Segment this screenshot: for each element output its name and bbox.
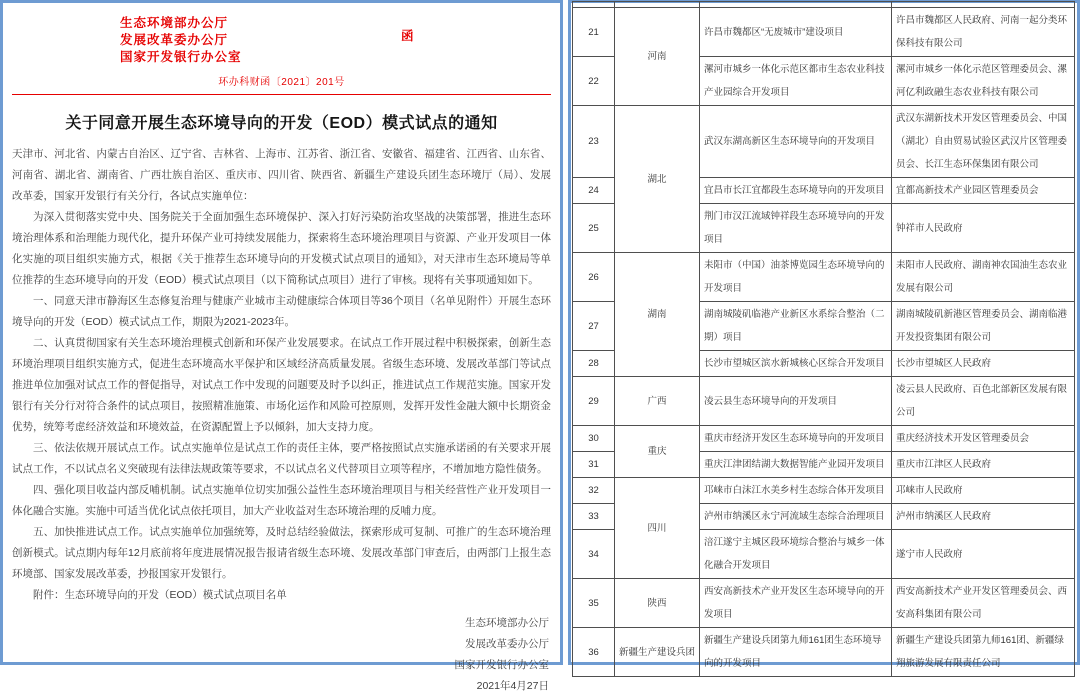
cell-province: 重庆 (615, 426, 700, 478)
cell-province: 四川 (615, 478, 700, 579)
cell-implementing-units: 邛崃市人民政府 (892, 478, 1075, 504)
doc-paragraph: 附件：生态环境导向的开发（EOD）模式试点项目名单 (33, 589, 287, 601)
cell-serial-number: 35 (573, 579, 615, 628)
cell-project-name: 泸州市纳溪区永宁河流域生态综合治理项目 (700, 504, 892, 530)
issuer-block (120, 15, 551, 66)
cell-province: 新疆生产建设兵团 (615, 628, 700, 677)
cell-project-name: 新疆生产建设兵团第九师161团生态环境导向的开发项目 (700, 628, 892, 677)
cell-province: 广西 (615, 377, 700, 426)
cell-implementing-units: 湖南城陵矶新港区管理委员会、湖南临港开发投资集团有限公司 (892, 302, 1075, 351)
cell-implementing-units: 宜都高新技术产业园区管理委员会 (892, 178, 1075, 204)
cell-project-name: 涪江遂宁主城区段环境综合整治与城乡一体化融合开发项目 (700, 530, 892, 579)
cell-serial-number: 32 (573, 478, 615, 504)
signature-block (12, 613, 551, 676)
signature-line: 发展改革委办公厅 (465, 638, 549, 650)
cell-implementing-units: 耒阳市人民政府、湖南神农国油生态农业发展有限公司 (892, 253, 1075, 302)
cell-implementing-units: 长沙市望城区人民政府 (892, 351, 1075, 377)
cell-project-name: 凌云县生态环境导向的开发项目 (700, 377, 892, 426)
issuer-line: 生态环境部办公厅 (120, 16, 229, 30)
cell-project-name: 重庆江津团结湖大数据智能产业园开发项目 (700, 452, 892, 478)
cell-project-name: 邛崃市白沫江水美乡村生态综合体开发项目 (700, 478, 892, 504)
cell-implementing-units: 重庆经济技术开发区管理委员会 (892, 426, 1075, 452)
project-list-panel (568, 0, 1080, 669)
cell-project-name: 长沙市望城区滨水新城核心区综合开发项目 (700, 351, 892, 377)
cell-implementing-units: 新疆生产建设兵团第九师161团、新疆绿翔旅游发展有限责任公司 (892, 628, 1075, 677)
cell-serial-number: 26 (573, 253, 615, 302)
doc-paragraph: 为深入贯彻落实党中央、国务院关于全面加强生态环境保护、深入打好污染防治攻坚战的决策部署，推进生态环境治理体系和治理能力现代化，提升环保产业可持续发展能力，探索将生态环境治理项目与资源、产业开发项目一体化实施的项目组织实施方式，根据《关于推荐生态环境导向的开发模式试点项目的通知》，对天津市生态环境局等单位推荐的生态环境导向的开发（EOD）模式试点项目（以下简称试点项目）进行了审核。现将有关事项通知如下。 (12, 211, 551, 286)
table-row (573, 8, 1075, 57)
cell-project-name: 宜昌市长江宜都段生态环境导向的开发项目 (700, 178, 892, 204)
table-body (573, 2, 1075, 677)
cell-implementing-units: 遂宁市人民政府 (892, 530, 1075, 579)
signature-line: 生态环境部办公厅 (465, 617, 549, 629)
table-row (573, 253, 1075, 302)
doc-paragraph: 三、依法依规开展试点工作。试点实施单位是试点工作的责任主体，要严格按照试点实施承诺函的有关要求开展试点工作，不以试点名义突破现有法律法规政策等要求，不以试点名义代替项目立项等程序，不增加地方隐性债务。 (12, 442, 551, 475)
signature-line: 国家开发银行办公室 (454, 659, 549, 671)
document-date: 2021年4月27日 (476, 680, 549, 692)
cell-project-name: 许昌市魏都区“无废城市”建设项目 (700, 8, 892, 57)
issuer-line: 国家开发银行办公室 (120, 50, 242, 64)
table-row (573, 478, 1075, 504)
cell-serial-number: 36 (573, 628, 615, 677)
table-row (573, 426, 1075, 452)
cell-serial-number: 22 (573, 57, 615, 106)
doc-paragraph: 五、加快推进试点工作。试点实施单位加强统筹，及时总结经验做法，探索形成可复制、可推广的生态环境治理创新模式。试点期内每年12月底前将年度进展情况报告报请省级生态环境、发展改革部门审查后，由两部门上报生态环境部、国家发展改革委，抄报国家开发银行。 (12, 526, 551, 580)
cell-serial-number: 27 (573, 302, 615, 351)
cell-serial-number: 31 (573, 452, 615, 478)
cell-serial-number: 30 (573, 426, 615, 452)
cell-serial-number: 29 (573, 377, 615, 426)
cell-project-name: 西安高新技术产业开发区生态环境导向的开发项目 (700, 579, 892, 628)
doc-paragraph: 天津市、河北省、内蒙古自治区、辽宁省、吉林省、上海市、江苏省、浙江省、安徽省、福建省、江西省、山东省、河南省、湖北省、湖南省、广西壮族自治区、重庆市、四川省、陕西省、新疆生产建设兵团生态环境厅（局）、发展改革委，国家开发银行有关分行，各试点实施单位： (12, 148, 551, 202)
cell-serial-number: 21 (573, 8, 615, 57)
pilot-project-table (572, 1, 1075, 677)
cell-implementing-units: 凌云县人民政府、百色北部新区发展有限公司 (892, 377, 1075, 426)
cell-implementing-units: 武汉东湖新技术开发区管理委员会、中国（湖北）自由贸易试验区武汉片区管理委员会、长江生态环保集团有限公司 (892, 106, 1075, 178)
doc-paragraph: 四、强化项目收益内部反哺机制。试点实施单位切实加强公益性生态环境治理项目与相关经营性产业开发项目一体化融合实施。实施中可适当优化试点依托项目，加大产业收益对生态环境治理的反哺力度。 (12, 484, 551, 517)
cell-implementing-units: 重庆市江津区人民政府 (892, 452, 1075, 478)
table-row (573, 579, 1075, 628)
doc-paragraph: 一、同意天津市静海区生态修复治理与健康产业城市主动健康综合体项目等36个项目（名单见附件）开展生态环境导向的开发（EOD）模式试点工作，期限为2021-2023年。 (12, 295, 551, 328)
cell-serial-number: 34 (573, 530, 615, 579)
cell-implementing-units: 钟祥市人民政府 (892, 204, 1075, 253)
issuer-line: 发展改革委办公厅 (120, 33, 229, 47)
document-number: 环办科财函〔2021〕201号 (218, 77, 345, 88)
table-row (573, 377, 1075, 426)
table-row (573, 628, 1075, 677)
cell-province: 湖北 (615, 106, 700, 253)
cell-serial-number: 24 (573, 178, 615, 204)
cell-province: 湖南 (615, 253, 700, 377)
cell-serial-number: 33 (573, 504, 615, 530)
cell-project-name: 耒阳市（中国）油茶博览园生态环境导向的开发项目 (700, 253, 892, 302)
doc-paragraph: 二、认真贯彻国家有关生态环境治理模式创新和环保产业发展要求。在试点工作开展过程中积极探索，创新生态环境治理项目组织实施方式，促进生态环境高水平保护和区域经济高质量发展。省级生态环境、发展改革部门等试点推进单位加强对试点工作的督促指导，对试点工作中发现的问题要及时予以纠正，推进试点工作规范实施。国家开发银行有关分行对符合条件的试点项目，按照精准施策、市场化运作和风险可控原则，发挥开发性金融大额中长期资金优势，统筹考虑经济效益和环境效益，在资源配置上予以倾斜，加大支持力度。 (12, 337, 551, 433)
doc-body (12, 144, 551, 606)
cell-project-name: 荆门市汉江流域钟祥段生态环境导向的开发项目 (700, 204, 892, 253)
letter-type-char: 函 (401, 29, 414, 43)
cell-implementing-units: 西安高新技术产业开发区管理委员会、西安高科集团有限公司 (892, 579, 1075, 628)
cell-implementing-units: 许昌市魏都区人民政府、河南一起分类环保科技有限公司 (892, 8, 1075, 57)
cell-province: 河南 (615, 8, 700, 106)
cell-serial-number: 25 (573, 204, 615, 253)
cell-project-name: 湖南城陵矶临港产业新区水系综合整治（二期）项目 (700, 302, 892, 351)
document-title: 关于同意开展生态环境导向的开发（EOD）模式试点的通知 (65, 115, 498, 132)
cell-implementing-units: 漯河市城乡一体化示范区管理委员会、漯河亿利政融生态农业科技有限公司 (892, 57, 1075, 106)
cell-serial-number: 23 (573, 106, 615, 178)
table-row (573, 106, 1075, 178)
cell-project-name: 武汉东湖高新区生态环境导向的开发项目 (700, 106, 892, 178)
cell-implementing-units: 泸州市纳溪区人民政府 (892, 504, 1075, 530)
cell-serial-number: 28 (573, 351, 615, 377)
cell-project-name: 漯河市城乡一体化示范区都市生态农业科技产业园综合开发项目 (700, 57, 892, 106)
cell-project-name: 重庆市经济开发区生态环境导向的开发项目 (700, 426, 892, 452)
cell-province: 陕西 (615, 579, 700, 628)
red-divider-rule (12, 94, 551, 95)
